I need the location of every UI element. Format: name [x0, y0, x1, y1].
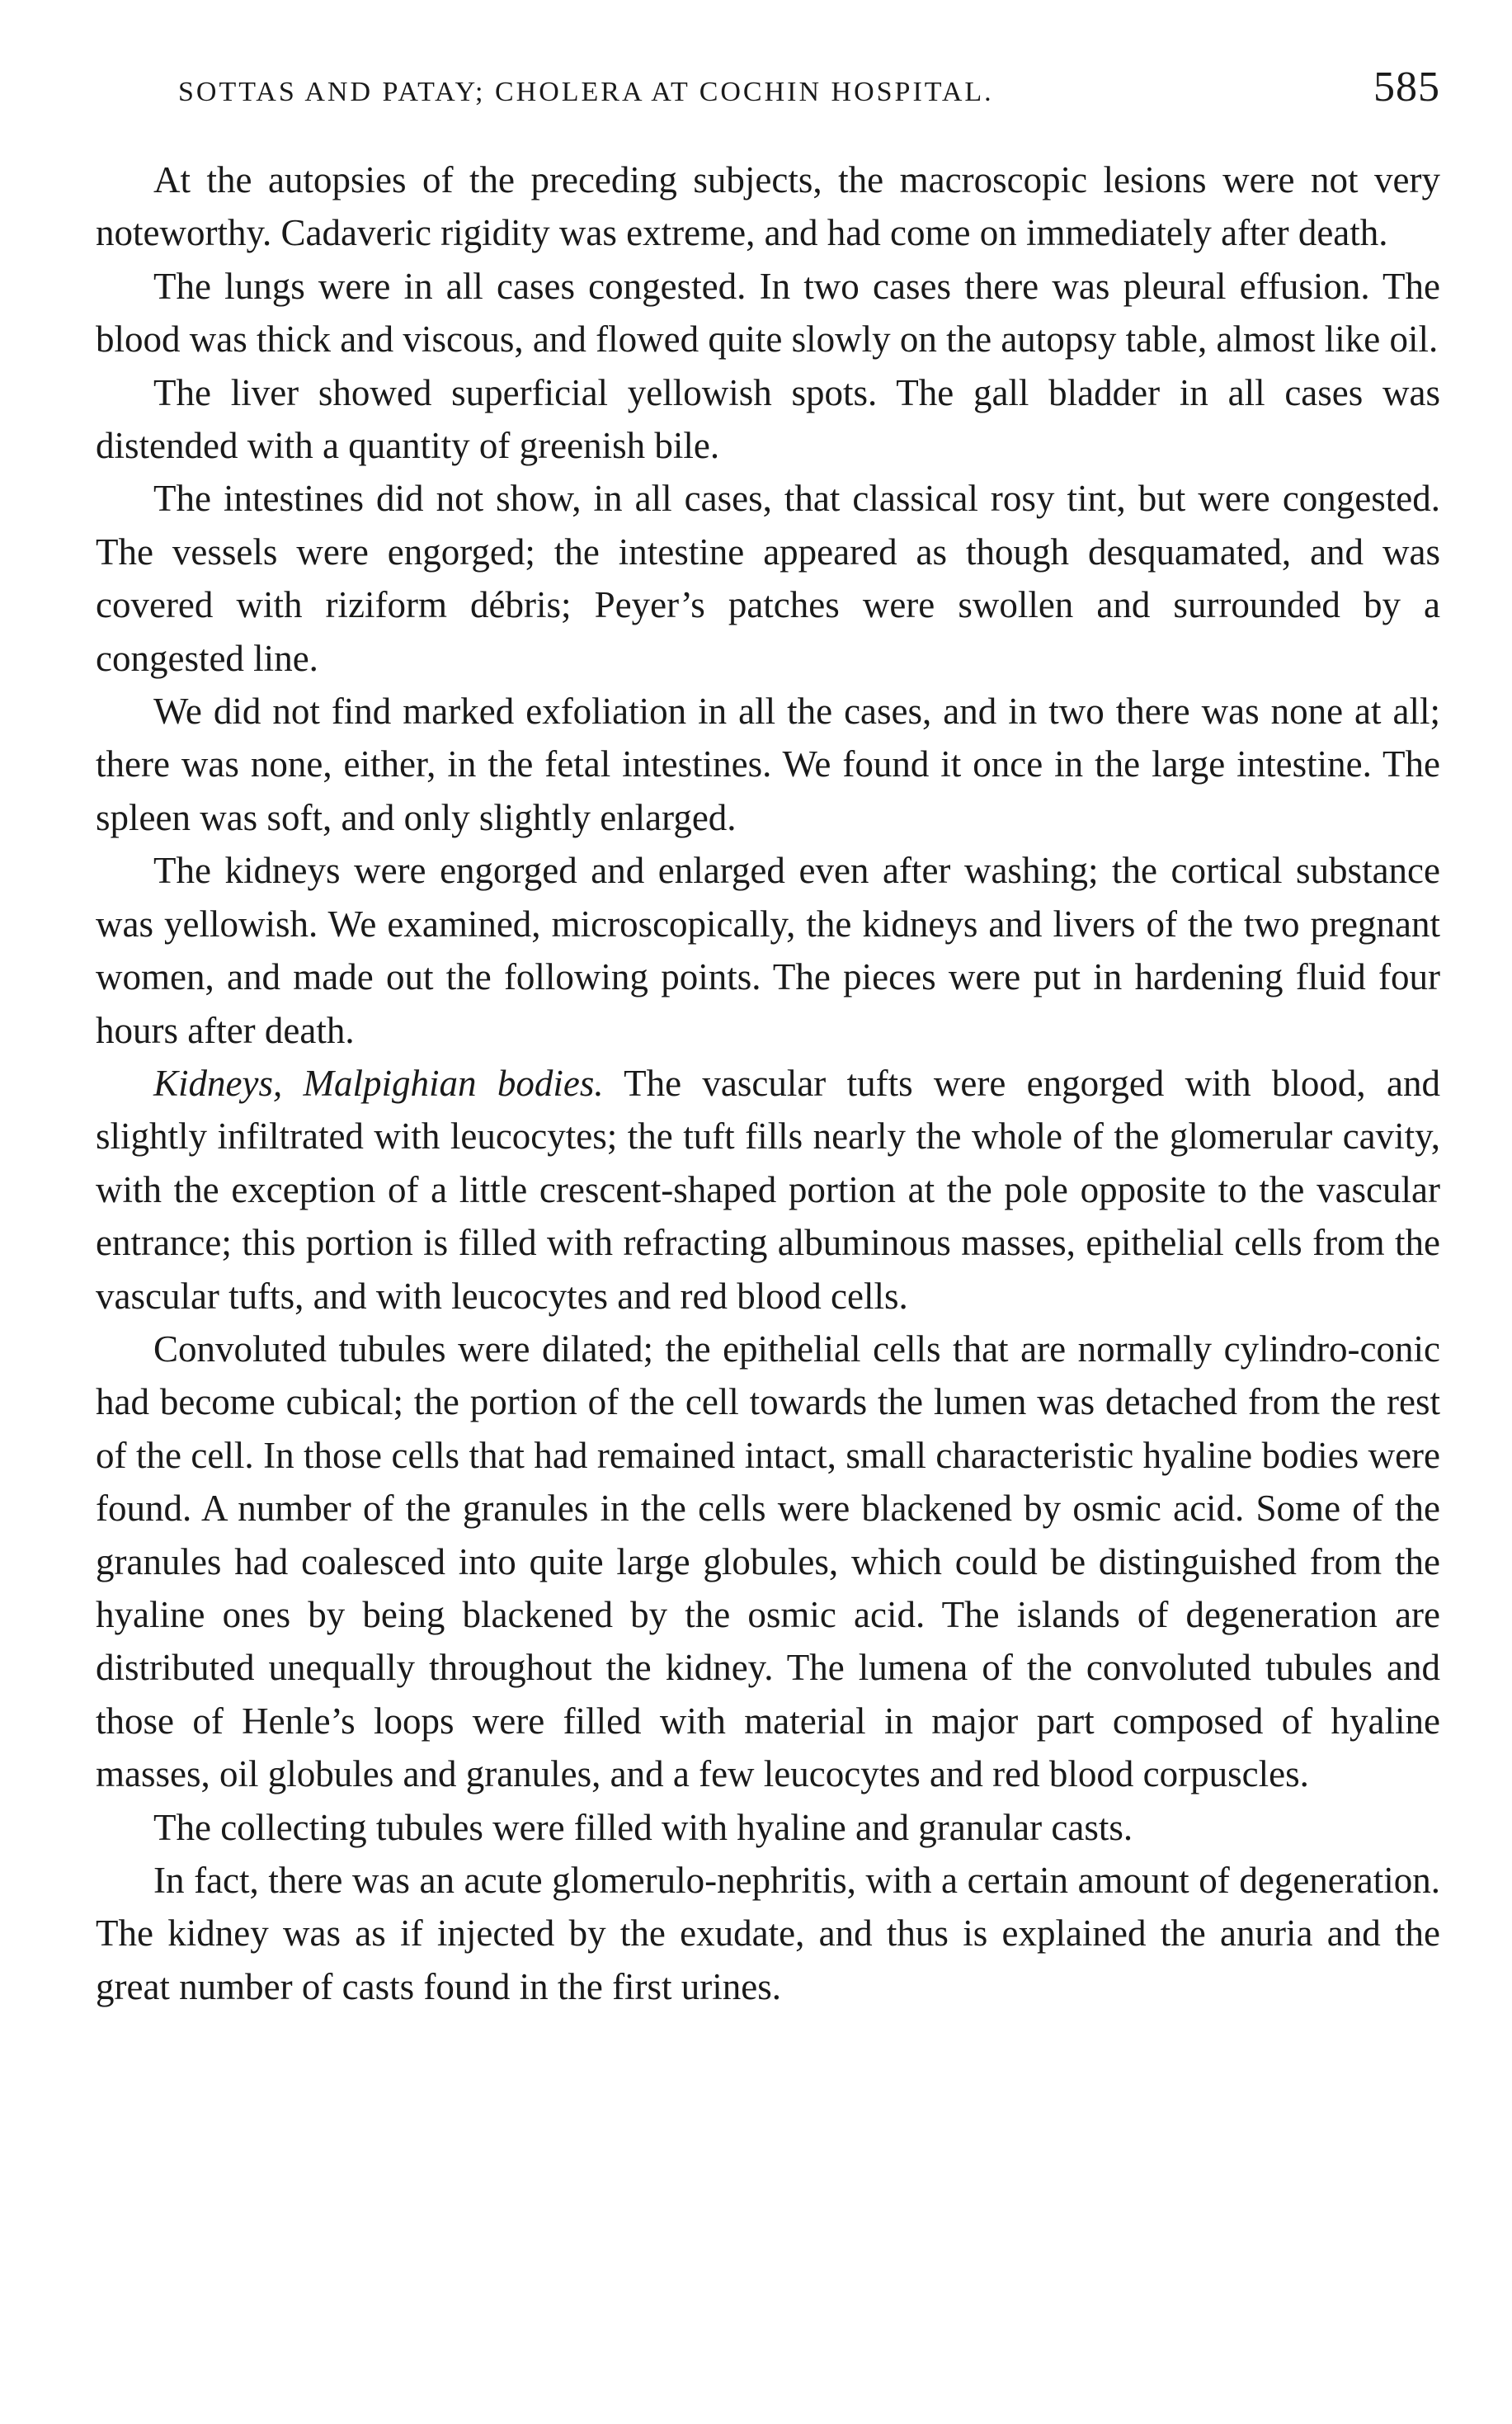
- body-text: [96, 153, 1440, 2013]
- running-head: [96, 63, 1440, 120]
- paragraph-collecting-tubules: The collecting tubules were filled with hyaline and granular casts.: [153, 1806, 1133, 1848]
- paragraph-intestines: The intestines did not show, in all cases, that classical rosy tint, but were congested. The vessels were engorged; the intestine appeared as though desquamated, and was covered with riziform débris; Peyer’s patches were swollen and surrounded by a congested line.: [96, 478, 1440, 679]
- paragraph-kidneys: The kidneys were engorged and enlarged even after washing; the cortical substance was yellowish. We examined, microscopically, the kidneys and livers of the two pregnant women, and made out the following points. The pieces were put in hardening fluid four hours after death.: [96, 850, 1440, 1051]
- page-number: 585: [1373, 64, 1440, 111]
- paragraph-liver: The liver showed superficial yellowish spots. The gall bladder in all cases was distended with a quantity of greenish bile.: [96, 371, 1440, 467]
- book-page: [96, 63, 1440, 2013]
- paragraph-malpighian-bodies: [96, 1057, 1440, 1323]
- paragraph-convoluted-tubules: Convoluted tubules were dilated; the epithelial cells that are normally cylindro-conic had become cubical; the portion of the cell towards the lumen was detached from the rest of the cell. In those cells that had remained intact, small characteristic hyaline bodies were found. A number of the granules in the cells were blackened by osmic acid. Some of the granules had coalesced into quite large globules, which could be distinguished from the hyaline ones by being blackened by the osmic acid. The islands of degeneration are distributed unequally throughout the kidney. The lumena of the convoluted tubules and those of Henle’s loops were filled with material in major part composed of hyaline masses, oil globules and granules, and a few leucocytes and red blood corpuscles.: [96, 1328, 1440, 1795]
- paragraph-lungs: The lungs were in all cases congested. In two cases there was pleural effusion. The blood was thick and viscous, and flowed quite slowly on the autopsy table, almost like oil.: [96, 265, 1440, 361]
- paragraph-glomerulo-nephritis: In fact, there was an acute glomerulo-nephritis, with a certain amount of degeneration. The kidney was as if injected by the exudate, and thus is explained the anuria and the great number of casts found in the first urines.: [96, 1860, 1440, 2007]
- running-title: SOTTAS AND PATAY; CHOLERA AT COCHIN HOSPITAL.: [178, 77, 994, 107]
- paragraph-exfoliation: We did not find marked exfoliation in all the cases, and in two there was none at all; there was none, either, in the fetal intestines. We found it once in the large intestine. The spleen was soft, and only slightly enlarged.: [96, 691, 1440, 838]
- paragraph-text: The vascular tufts were engorged with blood, and slightly infiltrated with leucocytes; the tuft fills nearly the whole of the glomerular cavity, with the exception of a little crescent-shaped portion at the pole opposite to the vascular entrance; this portion is filled with refracting albuminous masses, epithelial cells from the vascular tufts, and with leucocytes and red blood cells.: [96, 1062, 1440, 1317]
- paragraph-autopsies: At the autopsies of the preceding subjects, the macroscopic lesions were not very noteworthy. Cadaveric rigidity was extreme, and had come on immediately after death.: [96, 159, 1440, 254]
- italic-lead: Kidneys, Malpighian bodies.: [153, 1062, 604, 1104]
